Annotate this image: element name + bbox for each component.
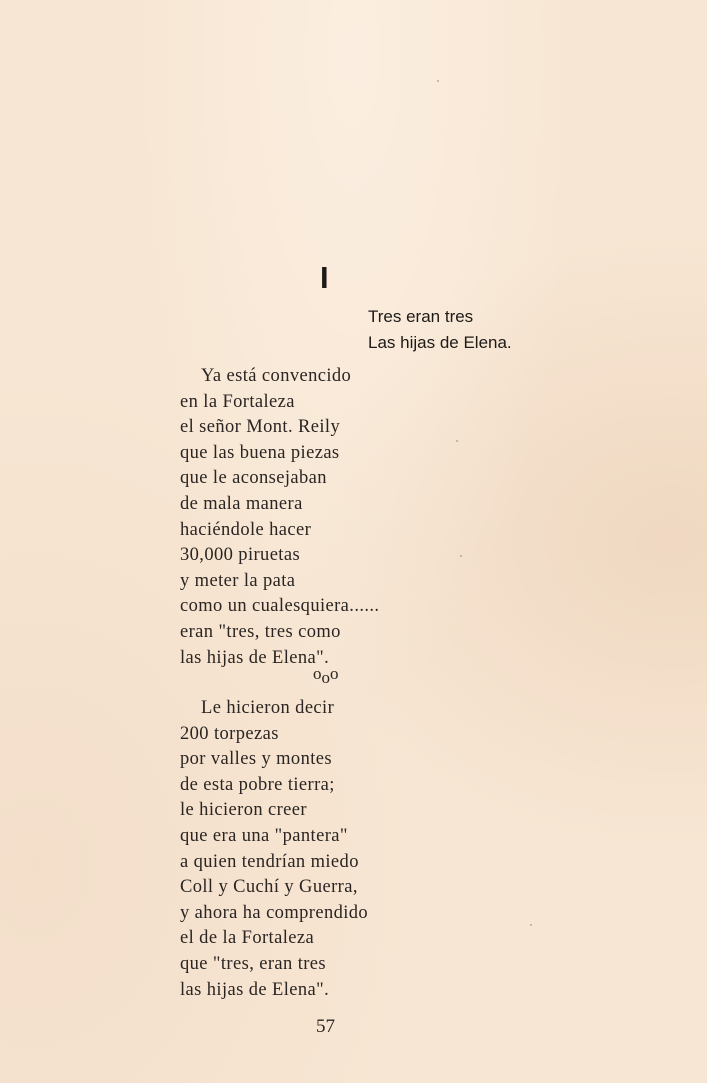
verse-line: 200 torpezas: [180, 723, 279, 744]
verse-line: el señor Mont. Reily: [180, 417, 341, 438]
epigraph-line: Las hijas de Elena.: [368, 333, 512, 352]
stanza-separator: [313, 664, 339, 688]
verse-line: y ahora ha comprendido: [180, 902, 369, 923]
paper-speck: [437, 80, 439, 82]
verse-line: en la Fortaleza: [180, 391, 295, 412]
verse-line: que "tres, eran tres: [180, 953, 327, 974]
verse-line: Ya está convencido: [201, 366, 352, 386]
section-number: I: [320, 260, 329, 295]
paper-speck: [530, 924, 532, 926]
page-number: 57: [316, 1016, 335, 1037]
separator-mark: o: [330, 664, 339, 683]
paper-speck: [456, 440, 458, 442]
verse-line: 30,000 piruetas: [180, 545, 301, 566]
verse-line: y meter la pata: [180, 570, 296, 591]
verse-line: que las buena piezas: [180, 442, 340, 463]
verse-line: de mala manera: [180, 493, 303, 514]
verse-line: Coll y Cuchí y Guerra,: [180, 877, 358, 898]
verse-line: de esta pobre tierra;: [180, 774, 335, 795]
paper-speck: [460, 555, 462, 557]
verse-line: Le hicieron decir: [201, 698, 335, 718]
verse-line: eran "tres, tres como: [180, 621, 341, 642]
verse-line: que le aconsejaban: [180, 468, 327, 489]
epigraph: [368, 304, 512, 356]
separator-mark: o: [321, 668, 330, 687]
verse-line: el de la Fortaleza: [180, 928, 315, 949]
verse-line: haciéndole hacer: [180, 519, 312, 540]
verse-line: que era una "pantera": [180, 825, 348, 846]
stanza-1: [180, 364, 379, 671]
verse-line: como un cualesquiera......: [180, 596, 380, 617]
verse-line: las hijas de Elena".: [180, 647, 330, 668]
verse-line: por valles y montes: [180, 749, 332, 770]
verse-line: las hijas de Elena".: [180, 979, 330, 1000]
verse-line: le hicieron creer: [180, 800, 307, 821]
stanza-2: [180, 696, 368, 1003]
verse-line: a quien tendrían miedo: [180, 851, 359, 872]
epigraph-line: Tres eran tres: [368, 307, 474, 326]
separator-mark: o: [313, 664, 322, 683]
